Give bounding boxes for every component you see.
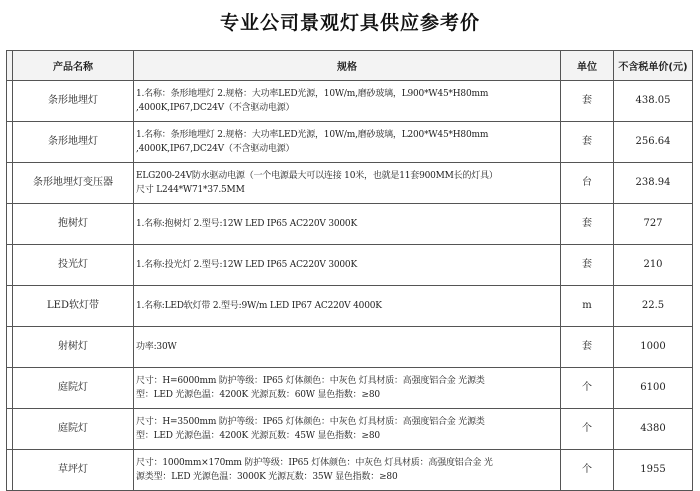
table-row: [7, 204, 693, 245]
unit-cell: 个: [561, 409, 614, 450]
header-price: 不含税单价(元): [614, 51, 693, 81]
spec-line: 尺寸：H=3500mm 防护等级：IP65 灯体颜色：中灰色 灯具材质：高强度铝合金 光源类: [136, 417, 485, 427]
page-title: 专业公司景观灯具供应参考价: [219, 12, 480, 34]
spec-line: 1.名称：条形地埋灯 2.规格：大功率LED光源，10W/m,磨砂玻璃，L200*W45*H80mm: [136, 130, 489, 140]
spec-line: 1.名称：条形地埋灯 2.规格：大功率LED光源，10W/m,磨砂玻璃，L900*W45*H80mm: [136, 89, 489, 99]
spec-cell: [134, 327, 561, 368]
spec-line: ELG200-24V防水驱动电源（一个电源最大可以连接 10米，也就是11套900MM长的灯具）: [136, 171, 498, 181]
table-row: [7, 81, 693, 122]
price-cell: 256.64: [614, 122, 693, 163]
product-name-cell: 抱树灯: [13, 204, 134, 245]
price-cell: 727: [614, 204, 693, 245]
price-cell: 1000: [614, 327, 693, 368]
spec-line: ,4000K,IP67,DC24V（不含驱动电源）: [136, 144, 295, 154]
spec-cell: [134, 81, 561, 122]
spec-cell: [134, 163, 561, 204]
unit-cell: m: [561, 286, 614, 327]
unit-cell: 套: [561, 245, 614, 286]
spec-cell: [134, 368, 561, 409]
spec-line: 功率:30W: [136, 342, 177, 352]
price-cell: 22.5: [614, 286, 693, 327]
product-name-cell: 草坪灯: [13, 450, 134, 491]
table-row: [7, 409, 693, 450]
spec-line: 1.名称:LED软灯带 2.型号:9W/m LED IP67 AC220V 4000K: [136, 301, 382, 311]
table-header-row: [7, 51, 693, 81]
unit-cell: 套: [561, 204, 614, 245]
unit-cell: 个: [561, 450, 614, 491]
price-cell: 4380: [614, 409, 693, 450]
spec-cell: [134, 122, 561, 163]
table-row: [7, 245, 693, 286]
table-row: [7, 122, 693, 163]
product-name-cell: 庭院灯: [13, 368, 134, 409]
table-row: [7, 286, 693, 327]
spec-cell: [134, 245, 561, 286]
unit-cell: 套: [561, 122, 614, 163]
spec-line: 1.名称:抱树灯 2.型号:12W LED IP65 AC220V 3000K: [136, 219, 357, 229]
spec-line: 源类型：LED 光源色温：3000K 光源瓦数：35W 显色指数：≥80: [136, 472, 398, 482]
unit-cell: 个: [561, 368, 614, 409]
header-product-name: 产品名称: [13, 51, 134, 81]
product-name-cell: 条形地埋灯: [13, 122, 134, 163]
product-name-cell: 条形地埋灯: [13, 81, 134, 122]
price-cell: 210: [614, 245, 693, 286]
spec-line: 型：LED 光源色温：4200K 光源瓦数：45W 显色指数：≥80: [136, 431, 380, 441]
price-table: [6, 50, 693, 491]
spec-line: 1.名称:投光灯 2.型号:12W LED IP65 AC220V 3000K: [136, 260, 357, 270]
unit-cell: 套: [561, 327, 614, 368]
spec-cell: [134, 409, 561, 450]
spec-line: 尺寸：H=6000mm 防护等级：IP65 灯体颜色：中灰色 灯具材质：高强度铝合金 光源类: [136, 376, 485, 386]
spec-cell: [134, 450, 561, 491]
spec-line: ,4000K,IP67,DC24V（不含驱动电源）: [136, 103, 295, 113]
table-row: [7, 450, 693, 491]
table-row: [7, 368, 693, 409]
spec-cell: [134, 204, 561, 245]
product-name-cell: 庭院灯: [13, 409, 134, 450]
product-name-cell: 条形地埋灯变压器: [13, 163, 134, 204]
product-name-cell: 射树灯: [13, 327, 134, 368]
table-row: [7, 327, 693, 368]
price-cell: 1955: [614, 450, 693, 491]
product-name-cell: LED软灯带: [13, 286, 134, 327]
product-name-cell: 投光灯: [13, 245, 134, 286]
price-cell: 238.94: [614, 163, 693, 204]
unit-cell: 套: [561, 81, 614, 122]
spec-line: 尺寸 L244*W71*37.5MM: [136, 185, 245, 195]
table-row: [7, 163, 693, 204]
header-spec: 规格: [134, 51, 561, 81]
unit-cell: 台: [561, 163, 614, 204]
table-body: [7, 81, 693, 491]
spec-line: 尺寸：1000mm×170mm 防护等级：IP65 灯体颜色：中灰色 灯具材质：高强度铝合金 光: [136, 458, 493, 468]
spec-line: 型：LED 光源色温：4200K 光源瓦数：60W 显色指数：≥80: [136, 390, 380, 400]
header-unit: 单位: [561, 51, 614, 81]
spec-cell: [134, 286, 561, 327]
price-cell: 6100: [614, 368, 693, 409]
price-cell: 438.05: [614, 81, 693, 122]
